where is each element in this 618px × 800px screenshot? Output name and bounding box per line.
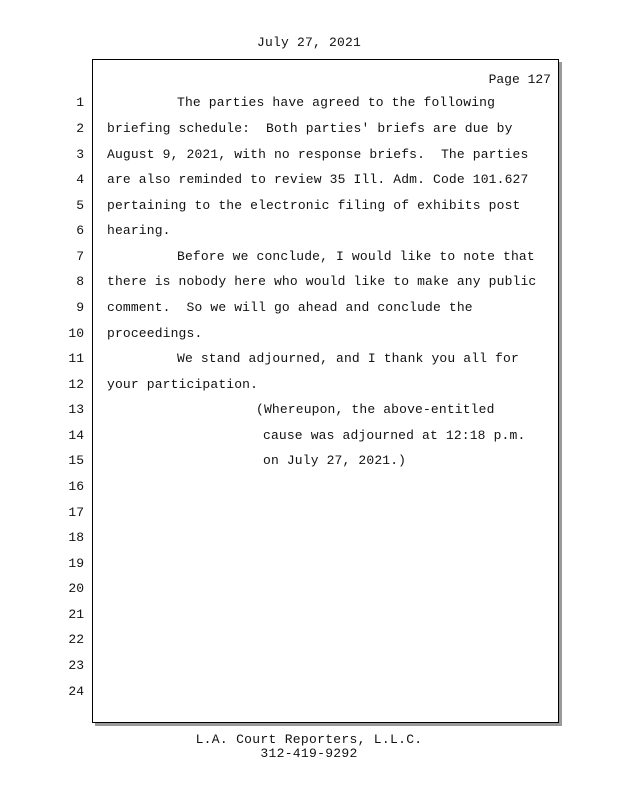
line-number: 12 [68, 377, 84, 392]
transcript-line: there is nobody here who would like to make any public [107, 274, 537, 289]
line-number: 20 [68, 581, 84, 596]
transcript-line: (Whereupon, the above-entitled [256, 402, 495, 417]
transcript-line: August 9, 2021, with no response briefs. The parties [107, 147, 529, 162]
line-number: 23 [68, 658, 84, 673]
line-number: 14 [68, 428, 84, 443]
line-number: 7 [76, 249, 84, 264]
line-number: 4 [76, 172, 84, 187]
transcript-line: comment. So we will go ahead and conclude the [107, 300, 473, 315]
line-number: 2 [76, 121, 84, 136]
line-number: 13 [68, 402, 84, 417]
transcript-line: pertaining to the electronic filing of exhibits post [107, 198, 521, 213]
line-number: 8 [76, 274, 84, 289]
line-number: 17 [68, 505, 84, 520]
transcript-line: We stand adjourned, and I thank you all for [177, 351, 519, 366]
transcript-line: hearing. [107, 223, 171, 238]
transcript-line: your participation. [107, 377, 259, 392]
page-number: Page 127 [488, 72, 551, 87]
transcript-line: are also reminded to review 35 Ill. Adm. Code 101.627 [107, 172, 529, 187]
line-number: 10 [68, 326, 84, 341]
line-number: 9 [76, 300, 84, 315]
transcript-line: Before we conclude, I would like to note that [177, 249, 535, 264]
line-number: 3 [76, 147, 84, 162]
transcript-line: on July 27, 2021.) [263, 453, 407, 468]
line-number: 24 [68, 684, 84, 699]
line-number: 6 [76, 223, 84, 238]
transcript-line: cause was adjourned at 12:18 p.m. [263, 428, 526, 443]
line-number: 21 [68, 607, 84, 622]
line-number: 11 [68, 351, 84, 366]
line-number: 16 [68, 479, 84, 494]
reporter-company: L.A. Court Reporters, L.L.C. [195, 732, 423, 747]
transcript-line: proceedings. [107, 326, 203, 341]
line-number: 22 [68, 632, 84, 647]
reporter-phone: 312-419-9292 [260, 746, 358, 761]
line-number: 5 [76, 198, 84, 213]
line-number: 1 [76, 95, 84, 110]
transcript-line: briefing schedule: Both parties' briefs are due by [107, 121, 513, 136]
transcript-line: The parties have agreed to the following [177, 95, 496, 110]
transcript-date: July 27, 2021 [256, 35, 362, 50]
line-number: 18 [68, 530, 84, 545]
line-number: 19 [68, 556, 84, 571]
line-number: 15 [68, 453, 84, 468]
footer [0, 733, 618, 761]
